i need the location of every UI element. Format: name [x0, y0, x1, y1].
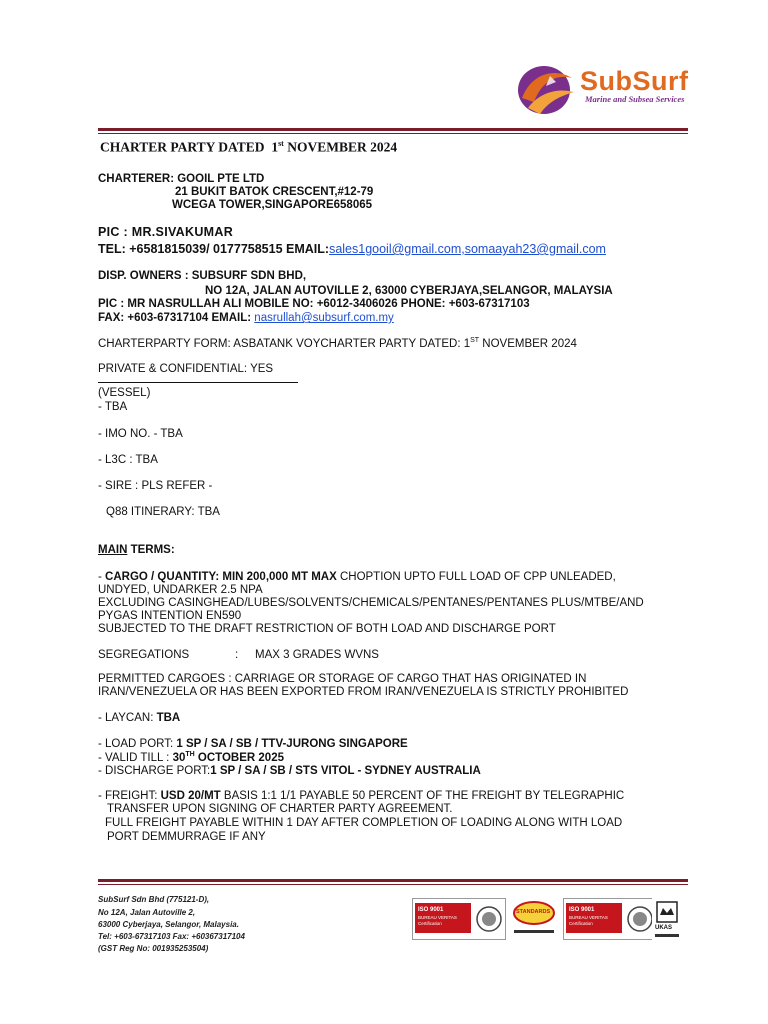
- vessel-imo: - IMO NO. - TBA: [98, 428, 183, 440]
- charterer-address-2: WCEGA TOWER,SINGAPORE658065: [172, 199, 373, 211]
- owners-line-3: PIC : MR NASRULLAH ALI MOBILE NO: +6012-3406026 PHONE: +603-67317103: [98, 298, 530, 310]
- header-rule-thin: [98, 133, 688, 134]
- cert-bv-1-name: BUREAU VERITAS: [418, 915, 457, 920]
- charterer-address-1: 21 BUKIT BATOK CRESCENT,#12-79: [175, 186, 374, 198]
- private-confidential: PRIVATE & CONFIDENTIAL: YES: [98, 363, 274, 375]
- laycan: [98, 712, 180, 724]
- main-terms-heading: [98, 544, 175, 556]
- footer-address-2: 63000 Cyberjaya, Selangor, Malaysia.: [98, 920, 239, 929]
- freight-label: - FREIGHT:: [98, 790, 161, 802]
- vessel-name: - TBA: [98, 401, 128, 413]
- cert-bv-2-red: [566, 903, 622, 933]
- logo-tagline: Marine and Subsea Services: [585, 94, 685, 104]
- freight-line-1-rest: BASIS 1:1 1/1 PAYABLE 50 PERCENT OF THE FREIGHT BY TELEGRAPHIC: [220, 790, 625, 802]
- footer-rule: [98, 879, 688, 882]
- charterer-tel-text: TEL: +6581815039/ 0177758515 EMAIL:: [98, 242, 330, 256]
- footer-address-1: No 12A, Jalan Autoville 2,: [98, 908, 196, 917]
- freight-line-2: TRANSFER UPON SIGNING OF CHARTER PARTY AGREEMENT.: [107, 803, 453, 815]
- ukas-crown-icon: [655, 900, 679, 924]
- cert-bv-1-red: [415, 903, 471, 933]
- vessel-l3c: - L3C : TBA: [98, 454, 158, 466]
- cargo-line-4: PYGAS INTENTION EN590: [98, 610, 242, 622]
- footer-gst: (GST Reg No: 001935253504): [98, 944, 209, 953]
- freight-value: USD 20/MT: [160, 790, 221, 802]
- cert-iso-2: ISO 9001: [569, 907, 595, 913]
- vessel-sire: - SIRE : PLS REFER -: [98, 480, 213, 492]
- charterparty-form: [98, 337, 577, 350]
- owners-fax: [98, 312, 394, 324]
- load-port-label: - LOAD PORT:: [98, 738, 177, 750]
- valid-till-rest: OCTOBER 2025: [194, 751, 284, 764]
- charterer-email-link[interactable]: sales1gooil@gmail.com,somaayah23@gmail.com: [329, 242, 606, 256]
- cert-badge-bv-1: [412, 898, 506, 940]
- cert-badge-bv-2: [563, 898, 657, 940]
- cargo-line-2: UNDYED, UNDARKER 2.5 NPA: [98, 584, 263, 596]
- cert-iso-1: ISO 9001: [418, 907, 444, 913]
- freight-line-1: [98, 790, 624, 802]
- form-text: CHARTERPARTY FORM: ASBATANK VOYCHARTER PARTY DATED: 1: [98, 337, 471, 350]
- divider-line: [98, 382, 298, 383]
- owners-fax-text: FAX: +603-67317104 EMAIL:: [98, 312, 255, 324]
- laycan-label: - LAYCAN:: [98, 712, 157, 724]
- permitted-line-2: IRAN/VENEZUELA OR HAS BEEN EXPORTED FROM IRAN/VENEZUELA IS STRICTLY PROHIBITED: [98, 686, 629, 698]
- cert-bv-1-cert: Certification: [418, 921, 442, 926]
- valid-till-sup: TH: [185, 751, 195, 758]
- permitted-line-1: PERMITTED CARGOES : CARRIAGE OR STORAGE OF CARGO THAT HAS ORIGINATED IN: [98, 673, 587, 685]
- cert-ukas-label: UKAS: [655, 925, 673, 931]
- cargo-line-1-rest: CHOPTION UPTO FULL LOAD OF CPP UNLEADED,: [336, 571, 616, 583]
- bv-seal-icon: [475, 905, 503, 933]
- cert-badge-standards: [510, 898, 558, 938]
- header-rule: [98, 128, 688, 131]
- title-sup: st: [278, 139, 284, 148]
- cargo-line-5: SUBJECTED TO THE DRAFT RESTRICTION OF BOTH LOAD AND DISCHARGE PORT: [98, 623, 556, 635]
- discharge-port-label: - DISCHARGE PORT:: [98, 765, 211, 777]
- cargo-line-1: [98, 571, 616, 583]
- segregations-value: MAX 3 GRADES WVNS: [255, 649, 379, 661]
- vessel-q88: Q88 ITINERARY: TBA: [106, 506, 220, 518]
- footer-contact: Tel: +603-67317103 Fax: +60367317104: [98, 932, 245, 941]
- cargo-line-3: EXCLUDING CASINGHEAD/LUBES/SOLVENTS/CHEMICALS/PENTANES/PENTANES PLUS/MTBE/AND: [98, 597, 644, 609]
- owners-line-1: DISP. OWNERS : SUBSURF SDN BHD,: [98, 270, 307, 282]
- segregations-sep: :: [235, 649, 239, 661]
- owners-email-link[interactable]: nasrullah@subsurf.com.my: [254, 312, 394, 324]
- freight-line-4: PORT DEMMURRAGE IF ANY: [107, 831, 266, 843]
- footer-rule-thin: [98, 884, 688, 885]
- cert-bv-2-cert: Certification: [569, 921, 593, 926]
- title-day: 1: [271, 139, 279, 155]
- bv-seal-icon-2: [626, 905, 654, 933]
- form-rest: NOVEMBER 2024: [479, 337, 577, 350]
- form-sup: ST: [470, 337, 480, 344]
- vessel-heading: (VESSEL): [98, 387, 151, 399]
- page-title: [100, 139, 397, 156]
- cert-bv-2-name: BUREAU VERITAS: [569, 915, 608, 920]
- charterer-pic: PIC : MR.SIVAKUMAR: [98, 225, 234, 239]
- owners-line-2: NO 12A, JALAN AUTOVILLE 2, 63000 CYBERJAYA,SELANGOR, MALAYSIA: [205, 285, 613, 297]
- valid-till: [98, 751, 284, 764]
- title-rest: NOVEMBER 2024: [287, 139, 398, 155]
- segregations-label: SEGREGATIONS: [98, 649, 190, 661]
- cargo-label: CARGO / QUANTITY: MIN 200,000 MT MAX: [105, 571, 337, 583]
- load-port: [98, 738, 408, 750]
- footer-company: SubSurf Sdn Bhd (775121-D),: [98, 895, 210, 904]
- cert-standards-bar: [514, 930, 554, 933]
- discharge-port-value: 1 SP / SA / SB / STS VITOL - SYDNEY AUSTRALIA: [210, 765, 481, 777]
- freight-line-3: FULL FREIGHT PAYABLE WITHIN 1 DAY AFTER COMPLETION OF LOADING ALONG WITH LOAD: [105, 817, 623, 829]
- cert-ukas-bar: [655, 934, 679, 937]
- main-terms-rest: TERMS:: [127, 544, 175, 556]
- logo-mark-icon: [512, 62, 578, 118]
- title-prefix: CHARTER PARTY DATED: [100, 139, 265, 155]
- cert-standards-label: STANDARDS: [516, 909, 551, 915]
- charterer-tel: [98, 242, 606, 256]
- cargo-dash: -: [98, 571, 106, 583]
- charterer-line: [98, 173, 264, 185]
- valid-till-day: 30: [172, 751, 186, 764]
- logo-wordmark: SubSurf: [580, 66, 689, 96]
- main-terms-underlined: MAIN: [98, 544, 128, 556]
- charterer-name: GOOIL PTE LTD: [177, 173, 265, 185]
- valid-till-label: - VALID TILL :: [98, 751, 173, 764]
- cert-badge-ukas: [652, 898, 682, 940]
- laycan-value: TBA: [156, 712, 181, 724]
- charterer-label: CHARTERER:: [98, 173, 175, 185]
- discharge-port: [98, 765, 481, 777]
- load-port-value: 1 SP / SA / SB / TTV-JURONG SINGAPORE: [176, 738, 408, 750]
